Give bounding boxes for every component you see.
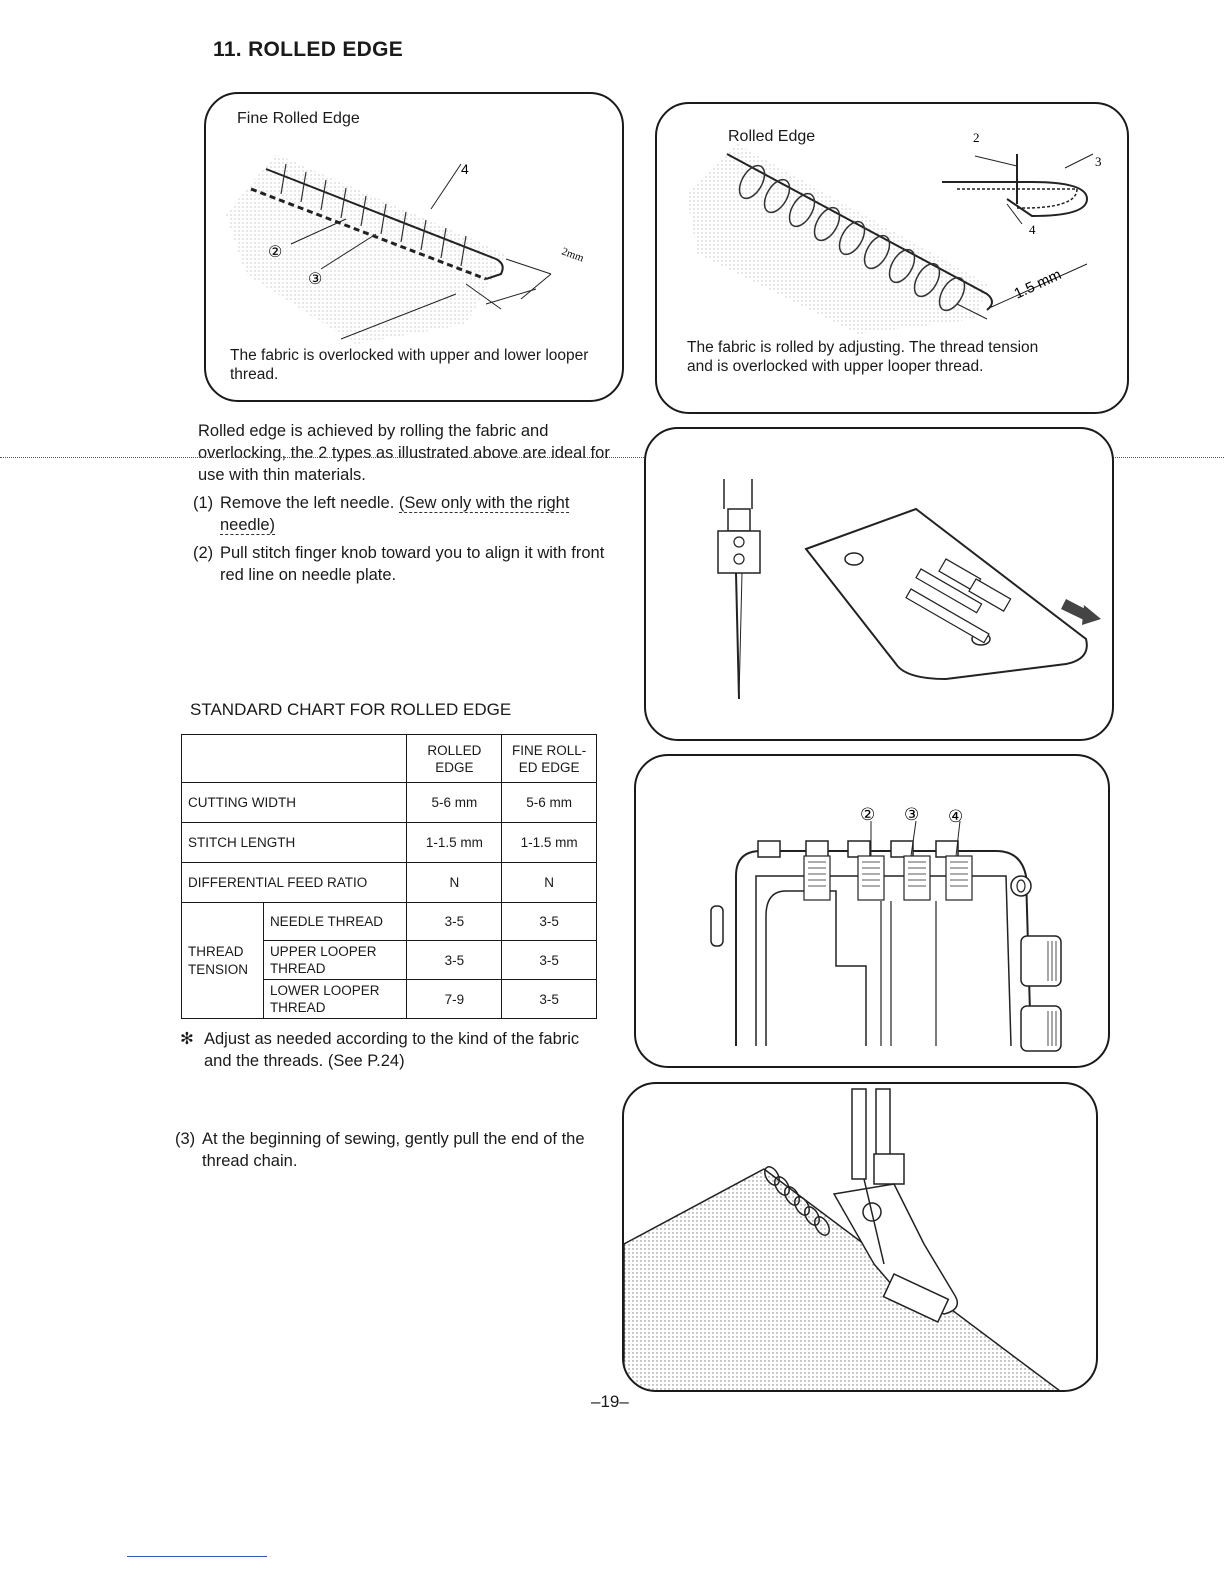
- panel-label: Fine Rolled Edge: [237, 110, 360, 127]
- table-row: [182, 783, 597, 823]
- callout-2: ②: [268, 244, 283, 261]
- cell-fine: 3-5: [502, 903, 597, 941]
- cell-rolled: 1-1.5 mm: [407, 823, 502, 863]
- fine-rolled-edge-panel: [204, 92, 624, 402]
- adjustment-note: [180, 1028, 590, 1072]
- tension-dials-illustration: [636, 756, 1110, 1068]
- standard-chart-table: [181, 734, 597, 1019]
- rolled-edge-panel: [655, 102, 1129, 414]
- step-number: (3): [175, 1130, 196, 1148]
- row-label: NEEDLE THREAD: [263, 903, 407, 941]
- tension-dials-panel: [634, 754, 1110, 1068]
- table-header-row: [182, 735, 597, 783]
- cell-rolled: 3-5: [407, 903, 502, 941]
- row-label: UPPER LOOPER THREAD: [263, 941, 407, 980]
- section-title: 11. ROLLED EDGE: [213, 38, 404, 61]
- row-label: DIFFERENTIAL FEED RATIO: [182, 863, 407, 903]
- cell-fine: 1-1.5 mm: [502, 823, 597, 863]
- callout-4: 4: [461, 161, 469, 177]
- step-1: [193, 492, 618, 536]
- table-row: [182, 823, 597, 863]
- cell-fine: 5-6 mm: [502, 783, 597, 823]
- presser-foot-illustration: [624, 1084, 1098, 1392]
- column-header-rolled: ROLLED EDGE: [407, 735, 502, 783]
- needle-plate-panel: [644, 427, 1114, 741]
- bottom-link-line: [127, 1556, 267, 1557]
- asterisk-icon: ✻: [180, 1030, 194, 1048]
- step-number: (1): [193, 494, 214, 512]
- callout-4: ④: [948, 807, 964, 826]
- chart-title: STANDARD CHART FOR ROLLED EDGE: [190, 700, 512, 719]
- callout-4: 4: [1029, 222, 1036, 237]
- step-text: Remove the left needle.: [220, 494, 399, 512]
- table-row: [182, 863, 597, 903]
- step-2: [193, 542, 613, 586]
- thread-tension-label: THREAD TENSION: [182, 903, 264, 1019]
- row-label: STITCH LENGTH: [182, 823, 407, 863]
- panel-label: Rolled Edge: [728, 128, 816, 145]
- callout-3: ③: [904, 805, 920, 824]
- callout-3: ③: [308, 271, 323, 288]
- cell-rolled: 7-9: [407, 980, 502, 1019]
- dimension-label: 2mm: [559, 245, 586, 265]
- callout-2: ②: [860, 805, 876, 824]
- cell-rolled: 3-5: [407, 941, 502, 980]
- panel-caption: The fabric is overlocked with upper and lower looper thread.: [230, 347, 589, 383]
- callout-3: 3: [1095, 154, 1102, 169]
- step-text-underlined: (Sew only with the right needle): [220, 494, 570, 534]
- dimension-label: 1.5 mm: [1011, 266, 1065, 303]
- cell-fine: 3-5: [502, 941, 597, 980]
- table-row: [182, 903, 597, 941]
- note-text: Adjust as needed according to the kind of the fabric and the threads. (See P.24): [204, 1030, 580, 1070]
- table-header-empty: [182, 735, 407, 783]
- cell-rolled: N: [407, 863, 502, 903]
- cell-rolled: 5-6 mm: [407, 783, 502, 823]
- presser-foot-panel: [622, 1082, 1098, 1392]
- needle-plate-illustration: [646, 429, 1114, 741]
- intro-paragraph: Rolled edge is achieved by rolling the fabric and overlocking, the 2 types as illustrated above are ideal for use with thin materials.: [198, 422, 610, 484]
- row-label: CUTTING WIDTH: [182, 783, 407, 823]
- cell-fine: 3-5: [502, 980, 597, 1019]
- step-number: (2): [193, 544, 214, 562]
- step-3: [175, 1128, 585, 1172]
- panel-caption: The fabric is rolled by adjusting. The thread tension and is overlocked with upper looper thread.: [687, 339, 1039, 375]
- step-text: At the beginning of sewing, gently pull the end of the thread chain.: [202, 1130, 585, 1170]
- row-label: LOWER LOOPER THREAD: [263, 980, 407, 1019]
- step-text: Pull stitch finger knob toward you to align it with front red line on needle plate.: [220, 544, 605, 584]
- page-number: –19–: [591, 1392, 629, 1411]
- cell-fine: N: [502, 863, 597, 903]
- column-header-fine: FINE ROLL-ED EDGE: [502, 735, 597, 783]
- callout-2: 2: [973, 130, 980, 145]
